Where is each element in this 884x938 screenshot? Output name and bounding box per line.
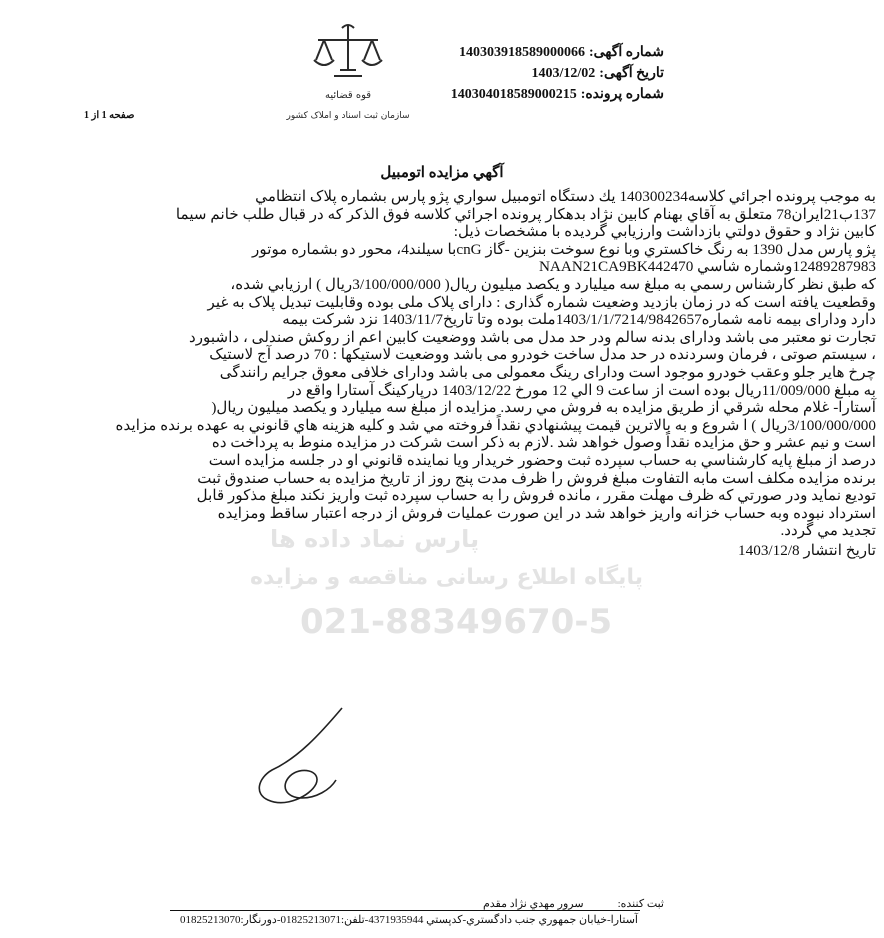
watermark-line-2: پایگاه اطلاع رسانی مناقصه و مزایده [250,565,643,590]
emblem-text-2: سازمان ثبت اسناد و املاک کشور [286,111,410,121]
ad-date: 1403/12/02 [531,66,596,81]
body-line: 3/100/000/000ريال ) ا شروع و به بالاترين قيمت پيشنهادي نقداً فروخته مي شد و كليه هزينه هاي قانوني به عهده برنده مزايده [115,416,876,434]
body-line: وقطعيت يافته است كه در زمان بازديد وضعيت شماره گذاری : دارای پلاک ملی بوده وقابليت تبديل پلاک به غير [207,293,876,311]
watermark [250,510,643,660]
footer-divider [170,910,640,911]
signature-icon [250,700,370,810]
watermark-phone: 021-88349670-5 [300,602,613,642]
watermark-line-1: پارس نماد داده ها [270,525,480,553]
ad-number-label: شماره آگهی: [588,45,664,60]
body-line: درصد از مبلغ پايه كارشناسي به حساب سپرده ثبت وحضور خريدار ويا نماينده قانوني او در جلسه مزايده است [208,451,876,469]
publish-date-label: تاريخ انتشار [803,541,876,559]
body-line: كابين نژاد و حقوق دولتي بازداشت وارزيابي گرديده با مشخصات ذيل: [453,223,876,241]
body-line: توديع نمايد ودر صورتي كه ظرف مهلت مقرر ، مانده فروش را به حساب سپرده ثبت واريز نكند مبلغ مذكور قابل [196,487,876,505]
case-number-row [451,84,664,105]
body-line: آستارا- غلام محله شرقي از طريق مزايده به فروش مي رسد. مزايده از مبلغ سه ميليارد و يكصد ميليون ريال( [211,399,876,417]
emblem-text-1: قوه قضائیه [324,90,372,101]
body-line: به موجب پرونده اجرائي كلاسه140300234 يك دستگاه اتومبيل سواري پژو پارس بشماره پلاک انتظامي [255,188,876,205]
body-line: چرخ هاير جلو وعقب خودرو موجود است ودارای رينگ معمولی می باشد ودارای خلافی معوق جرايم رانندگی [219,363,876,381]
body-line: استرداد نبوده وبه حساب خزانه واريز خواهد شد در اين صورت عمليات فروش از درجه اعتبار ساقط ومزايده [217,504,876,522]
body-line: است و نيم عشر و حق مزايده نقداً وصول خواهد شد .لازم به ذكر است شركت در مزايده منوط به پرداخت ده [211,434,876,452]
page-number: صفحه 1 از 1 [84,110,135,121]
body-line: به مبلغ 11/009/000ريال بوده است از ساعت 9 الي 12 مورخ 1403/12/22 درپاركينگ آستارا واقع در [287,381,876,399]
notice-title: آگهي مزايده اتومبيل [380,165,504,181]
registrar-label: ثبت كننده: [617,898,664,910]
notice-body [8,188,876,559]
body-line: 137ب21ايران78 متعلق به آقاي بهنام كابين نژاد بدهكار پرونده اجرائي كلاسه فوق الذكر كه در قبال طلب خانم سيما [175,205,876,223]
footer-address: آستارا-خيابان جمهوري جنب دادگستري-كدپستي 4371935944-تلفن:01825213071-دورنگار:01825213070 [179,914,638,926]
body-line: برنده مزايده مكلف است مابه التفاوت مبلغ فروش را ظرف مدت پنج روز از تاريخ مزايده به حساب صندوق ثبت [197,469,876,487]
body-line: پژو پارس مدل 1390 به رنگ خاكستري وبا نوع سوخت بنزين -گاز cnGبا سيلند4، محور دو بشماره موتور [252,240,876,258]
case-number: 140304018589000215 [450,87,577,102]
ad-number-row [451,42,664,63]
registrar [483,897,664,910]
notice-meta [451,42,664,105]
body-line: كه طبق نظر كارشناس رسمي به مبلغ سه ميليارد و يكصد ميليون ريال( 3/100/000/000ريال ) ارزيابي شده، [230,275,876,293]
registrar-name: سرور مهدي نژاد مقدم [482,898,584,910]
case-number-label: شماره پرونده: [580,87,664,102]
publish-date: 1403/12/8 [738,541,800,559]
body-line: تجارت نو معتبر می باشد ودارای بدنه سالم ودر حد مدل می باشد ووضعيت كابين اعم از روكش صندلی ، داشبورد [188,328,876,346]
ad-number: 140303918589000066 [458,45,585,60]
body-line: تجديد مي گردد. [780,522,876,540]
body-line: دارد ودارای بيمه نامه شماره1403/1/1/7214/9842657ملت بوده وتا تاريخ1403/11/7 نزد شركت بيمه [282,311,876,329]
body-line: ، سيستم صوتی ، فرمان وسردنده در حد مدل ساخت خودرو می باشد ووضعيت لاستيكها : 70 درصد آج لاستيک [209,346,876,364]
ad-date-row [451,63,664,84]
ad-date-label: تاریخ آگهی: [599,66,664,81]
body-line: 12489287983وشماره شاسي NAAN21CA9BK442470 [538,258,876,276]
judiciary-emblem-icon [286,20,410,128]
